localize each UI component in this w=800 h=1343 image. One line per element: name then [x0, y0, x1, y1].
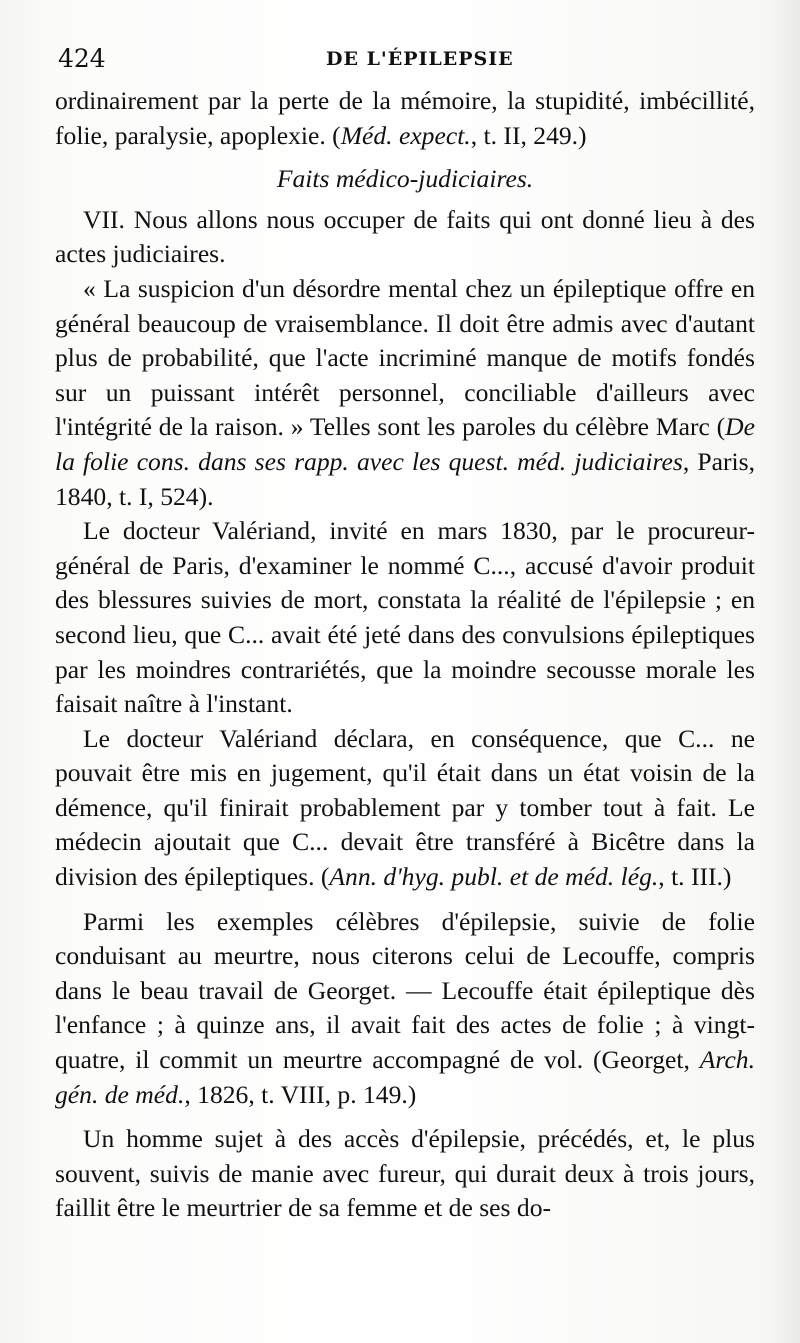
paragraph-text: Le docteur Valériand, invité en mars 1830, par le procureur-général de Paris, d'examiner le nommé C..., accusé d'avoir produit des blessures suivies de mort, constata la réalité de l'épilepsie ; en second lieu, que C... avait été jeté dans des convulsions épileptiques par les moindres contrariétés, que la moindre secousse morale les faisait naître à l'instant. [55, 516, 755, 719]
citation-italic: Ann. d'hyg. publ. et de méd. lég. [329, 862, 659, 892]
paragraph-homme-epilepsie [55, 1122, 755, 1226]
section-subheading: Faits médico-judiciaires. [276, 164, 534, 194]
paragraph-text: VII. Nous allons nous occuper de faits qui ont donné lieu à des actes judiciaires. [55, 204, 755, 269]
paragraph-lecouffe [55, 905, 755, 1113]
paragraph-valeriand-declaration [55, 722, 755, 895]
paragraph-text: Un homme sujet à des accès d'épilepsie, précédés, et, le plus souvent, suivis de manie avec fureur, qui durait deux à trois jours, faillit être le meurtrier de sa femme et de ses do- [55, 1124, 755, 1223]
citation-italic: Méd. expect. [340, 120, 471, 150]
page-header [58, 44, 758, 76]
paragraph-text: « La suspicion d'un désordre mental chez un épileptique offre en général beaucoup de vraisemblance. Il doit être admis avec d'autant plus de probabilité, que l'acte incriminé manque de motifs fondés sur un puissant intérêt personnel, conciliable d'ailleurs avec l'intégrité de la raison. » Telles sont les paroles du célèbre Marc ( [55, 273, 755, 442]
citation-end: , Paris, 1840, t. I, 524). [55, 446, 755, 511]
paragraph-marc-quote [55, 272, 755, 514]
page-body [55, 84, 755, 1226]
citation-end: , t. II, 249.) [470, 120, 587, 150]
citation-end: , 1826, t. VIII, p. 149.) [184, 1079, 417, 1109]
paragraph-continuation [55, 84, 755, 153]
citation-italic: Arch. gén. de méd. [55, 1045, 755, 1109]
paragraph-section-vii [55, 203, 755, 272]
page-number: 424 [58, 44, 106, 73]
paragraph-valeriand-case [55, 514, 755, 722]
citation-end: , t. III.) [658, 862, 732, 892]
paragraph-text: Le docteur Valériand déclara, en conséquence, que C... ne pouvait être mis en jugement, qu'il était dans un état voisin de la démence, qu'il finirait probablement par y tomber tout à fait. Le médecin ajoutait que C... devait être transféré à Bicêtre dans la division des épileptiques. ( [55, 723, 755, 892]
citation-italic: De la folie cons. dans ses rapp. avec les quest. méd. judiciaires [55, 412, 755, 476]
paragraph-text: ordinairement par la perte de la mémoire, la stupidité, imbécillité, folie, paralysie, apoplexie. ( [55, 86, 755, 150]
running-title: DE L'ÉPILEPSIE [326, 48, 514, 70]
paragraph-text: Parmi les exemples célèbres d'épilepsie, suivie de folie conduisant au meurtre, nous citerons celui de Lecouffe, compris dans le beau travail de Georget. — Lecouffe était épileptique dès l'enfance ; à quinze ans, il avait fait des actes de folie ; à vingt-quatre, il commit un meurtre accompagné de vol. (Georget, [55, 906, 755, 1075]
